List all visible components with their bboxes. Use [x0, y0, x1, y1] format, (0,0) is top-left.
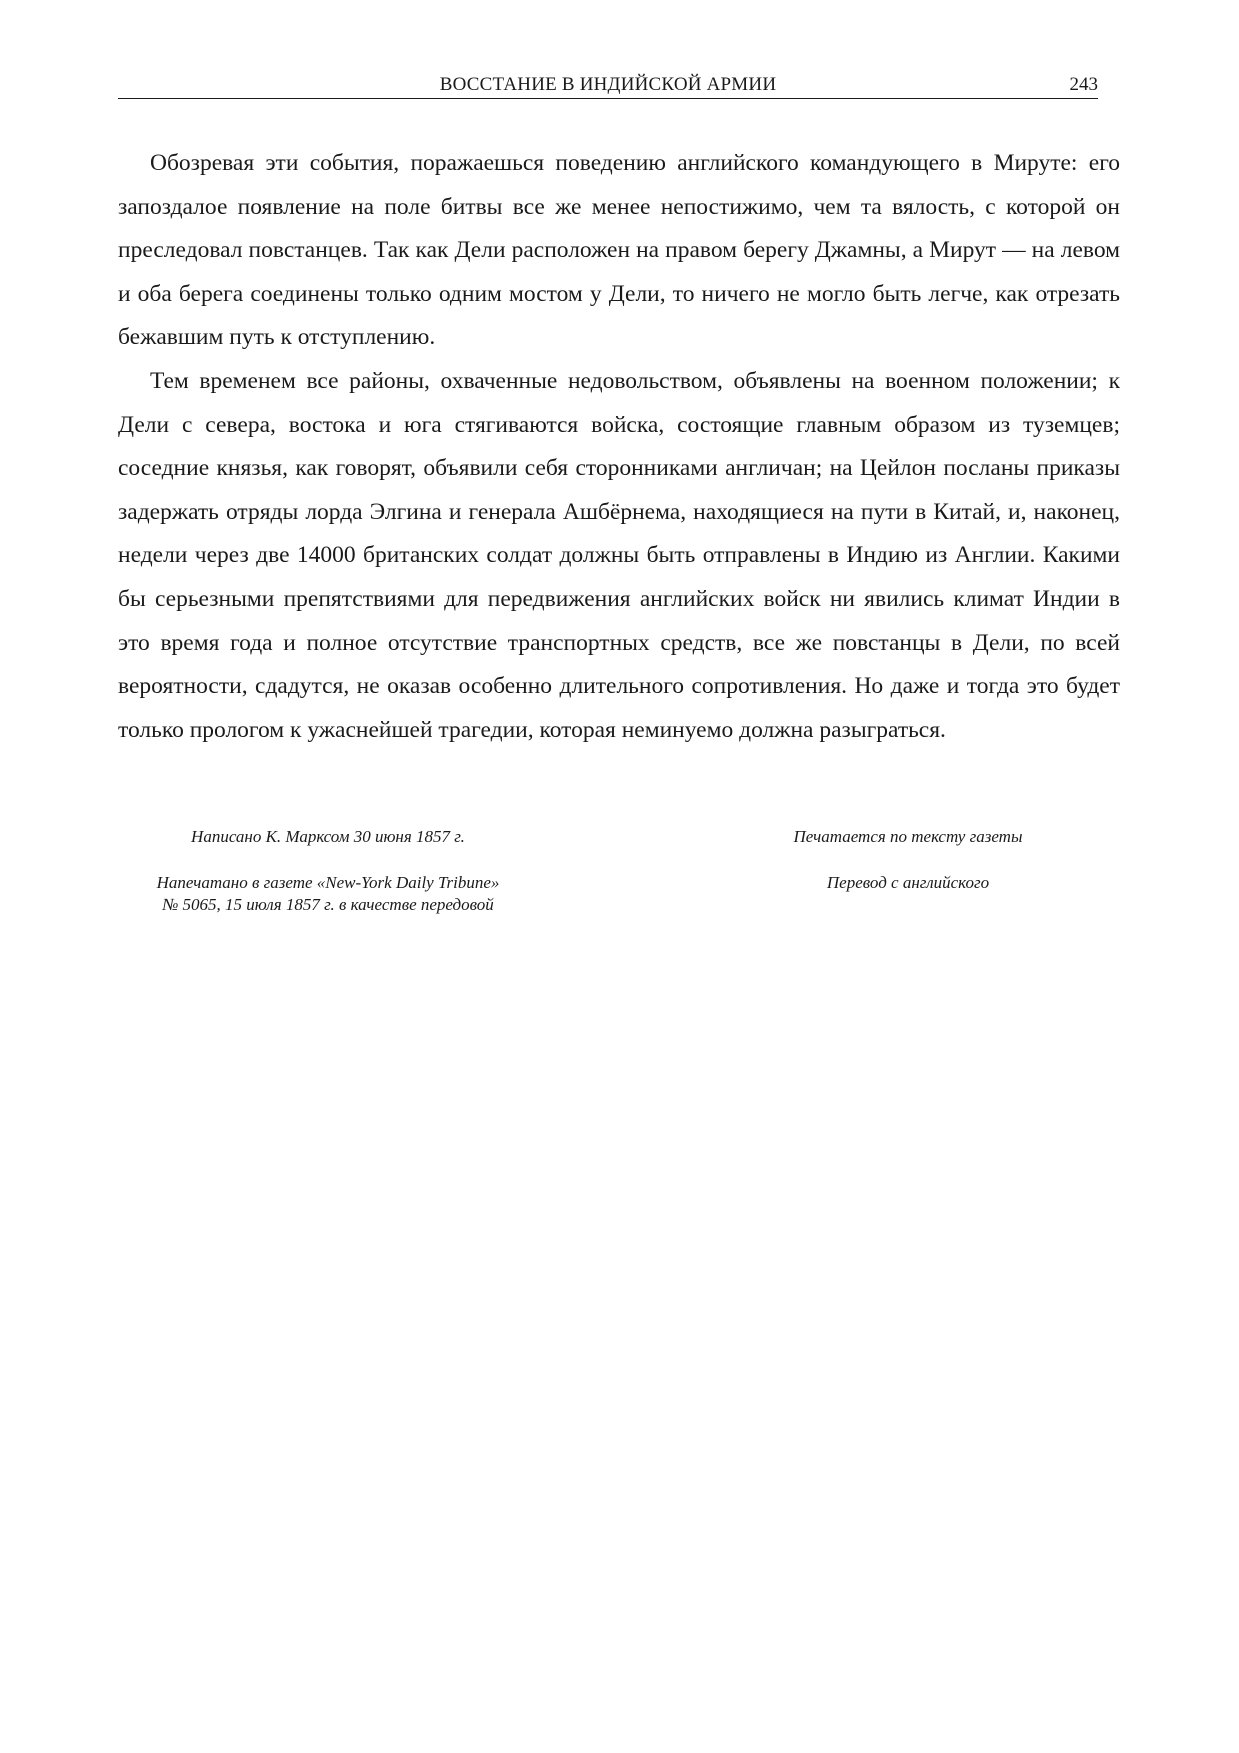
written-note: Написано К. Марксом 30 июня 1857 г.	[191, 827, 465, 846]
running-head	[118, 72, 1098, 99]
paragraph-2: Тем временем все районы, охваченные недовольством, объявлены на военном положении; к Дели с севера, востока и юга стягиваются войска, состоящие главным образом из туземцев; соседние князья, как говорят, объявили себя сторонниками англичан; на Цейлон посланы приказы задержать отряды лорда Элгина и генерала Ашбёрнема, находящиеся на пути в Китай, и, наконец, недели через две 14000 британских солдат должны быть отправлены в Индию из Англии. Какими бы серьезными препятствиями для передвижения английских войск ни явились климат Индии в это время года и полное отсутствие транспортных средств, все же повстанцы в Дели, по всей вероятности, сдадутся, не оказав особенно длительного сопротивления. Но даже и тогда это будет только прологом к ужаснейшей трагедии, которая неминуемо должна разыграться.	[118, 367, 1120, 743]
publication-notes-left	[138, 826, 518, 940]
body-text	[118, 142, 1120, 752]
translation-note: Перевод с английского	[826, 873, 990, 892]
source-note: Печатается по тексту газеты	[793, 827, 1023, 846]
printed-note-line-1: Напечатано в газете «New-York Daily Tribune»	[156, 873, 500, 892]
page-number: 243	[1069, 74, 1098, 95]
publication-notes-right	[718, 826, 1098, 918]
running-head-title: ВОССТАНИЕ В ИНДИЙСКОЙ АРМИИ	[439, 74, 777, 95]
paragraph-1: Обозревая эти события, поражаешься поведению английского командующего в Мируте: его запоздалое появление на поле битвы все же менее непостижимо, чем та вялость, с которой он преследовал повстанцев. Так как Дели расположен на правом берегу Джамны, а Мирут — на левом и оба берега соединены только одним мостом у Дели, то ничего не могло быть легче, как отрезать бежавшим путь к отступлению.	[118, 150, 1120, 351]
printed-note-line-2: № 5065, 15 июля 1857 г. в качестве передовой	[162, 895, 494, 914]
